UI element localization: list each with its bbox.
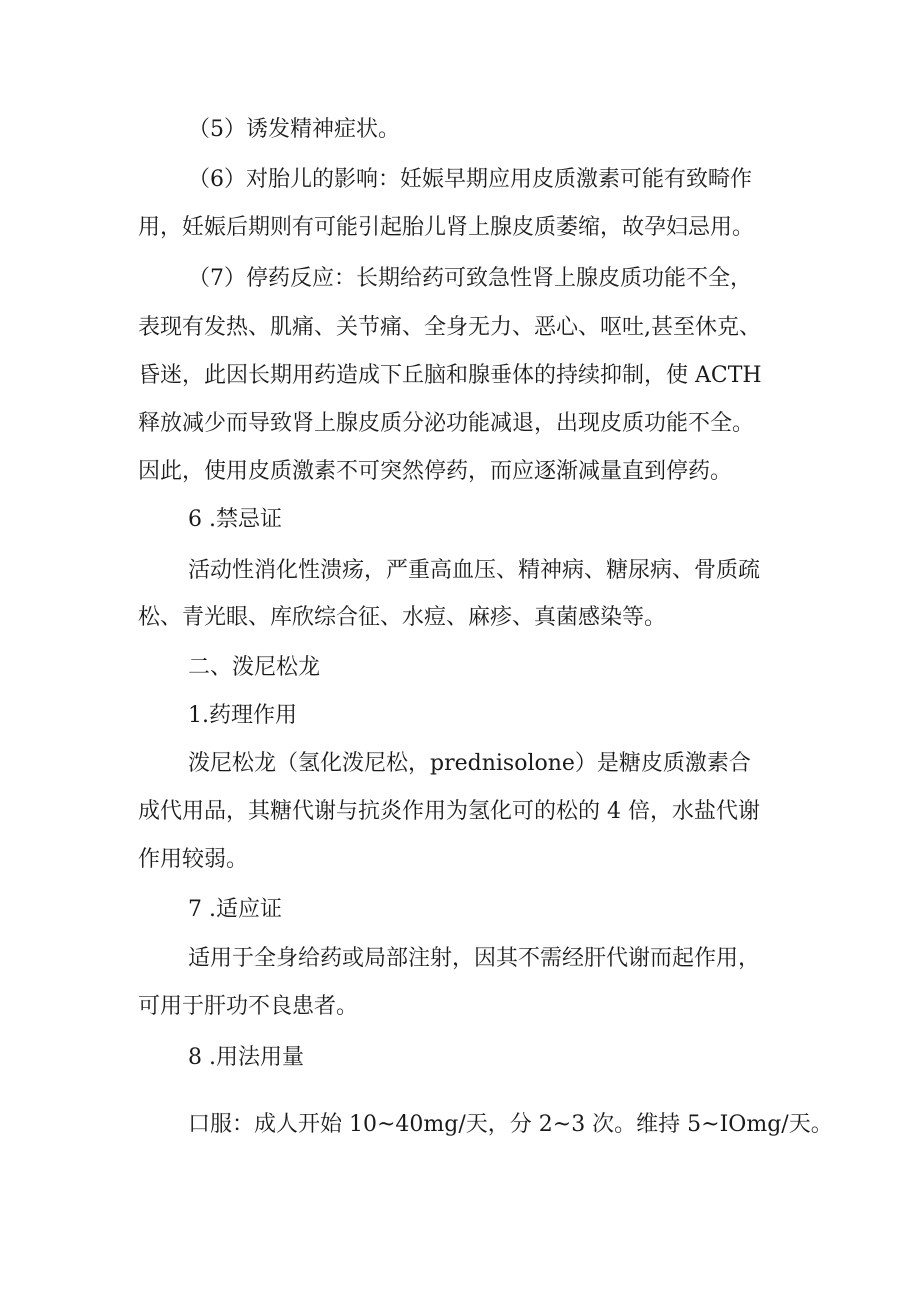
indication-heading: 7 .适应证 xyxy=(188,897,282,922)
indication-line-1: 适用于全身给药或局部注射，因其不需经肝代谢而起作用， xyxy=(188,946,761,971)
dosage-line-1: 口服：成人开始 10~40mg/天，分 2~3 次。维持 5~IOmg/天。 xyxy=(188,1112,833,1137)
pharmacology-line-2: 成代用品，其糖代谢与抗炎作用为氢化可的松的 4 倍，水盐代谢 xyxy=(138,799,760,824)
section-heading: 二、泼尼松龙 xyxy=(188,655,321,680)
contraindication-heading: 6 .禁忌证 xyxy=(188,507,282,532)
dosage-heading: 8 .用法用量 xyxy=(188,1045,304,1070)
contraindication-line-2: 松、青光眼、库欣综合征、水痘、麻疹、真菌感染等。 xyxy=(138,605,667,630)
pharmacology-line-1: 泼尼松龙（氢化泼尼松，prednisolone）是糖皮质激素合 xyxy=(188,751,751,776)
item-6-line-1: （6）对胎儿的影响：妊娠早期应用皮质激素可能有致畸作 xyxy=(188,167,752,192)
item-7-line-2: 表现有发热、肌痛、关节痛、全身无力、恶心、呕吐,甚至休克、 xyxy=(138,315,761,340)
item-6-line-2: 用，妊娠后期则有可能引起胎儿肾上腺皮质萎缩，故孕妇忌用。 xyxy=(138,215,755,240)
item-7-line-4: 释放减少而导致肾上腺皮质分泌功能减退，出现皮质功能不全。 xyxy=(138,411,755,436)
contraindication-line-1: 活动性消化性溃疡，严重高血压、精神病、糖尿病、骨质疏 xyxy=(188,558,761,583)
item-5-text: （5）诱发精神症状。 xyxy=(188,117,400,142)
pharmacology-line-3: 作用较弱。 xyxy=(138,847,249,872)
pharmacology-heading: 1.药理作用 xyxy=(188,703,297,728)
indication-line-2: 可用于肝功不良患者。 xyxy=(138,994,359,1019)
item-7-line-5: 因此，使用皮质激素不可突然停药，而应逐渐减量直到停药。 xyxy=(138,459,733,484)
item-7-line-1: （7）停药反应：长期给药可致急性肾上腺皮质功能不全， xyxy=(188,266,752,291)
item-7-line-3: 昏迷，此因长期用药造成下丘脑和腺垂体的持续抑制，使 ACTH xyxy=(138,363,762,388)
